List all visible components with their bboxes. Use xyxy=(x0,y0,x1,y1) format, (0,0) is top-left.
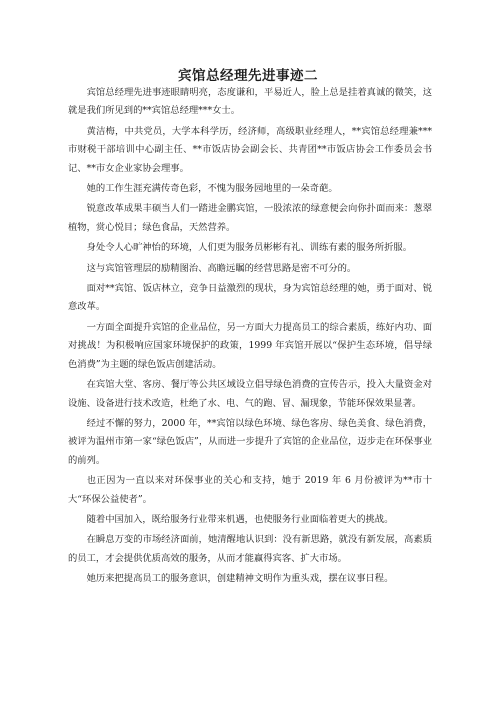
paragraph-14: 她历来把提高员工的服务意识，创建精神文明作为重头戏，摆在议事日程。 xyxy=(86,573,394,585)
paragraph-10: 经过不懈的努力，2000 年，**宾馆以绿色环境、绿色客房、绿色美食、绿色消费，被评为温州市第一家“绿色饭店”，从而进一步提升了宾馆的企业品位，迈步走在环保事业的前列。 xyxy=(68,417,432,466)
paragraph-13: 在瞬息万变的市场经济面前，她清醒地认识到：没有新思路，就没有新发展，高素质的员工，才会提供优质高效的服务，从而才能赢得宾客、扩大市场。 xyxy=(68,534,432,564)
document-title: 宾馆总经理先进事迹二 xyxy=(178,68,318,84)
paragraph-3: 她的工作生涯充满传奇色彩，不愧为服务园地里的一朵奇葩。 xyxy=(86,183,338,195)
paragraph-11: 也正因为一直以来对环保事业的关心和支持，她于 2019 年 6 月份被评为**市十大“环保公益使者”。 xyxy=(68,475,432,505)
paragraph-7: 面对**宾馆、饭店林立，竞争日益激烈的现状，身为宾馆总经理的她，勇于面对、锐意改革。 xyxy=(68,283,432,313)
paragraph-6: 这与宾馆管理层的励精图治、高瞻远瞩的经营思路是密不可分的。 xyxy=(86,262,357,274)
paragraph-2: 黄洁梅，中共党员，大学本科学历，经济师，高级职业经理人，**宾馆总经理兼***市财税干部培训中心副主任、**市饭店协会副会长、共青团**市饭店协会工作委员会书记、**市女企业家协会理事。 xyxy=(68,125,432,174)
paragraph-12: 随着中国加入，既给服务行业带来机遇，也使服务行业面临着更大的挑战。 xyxy=(86,513,394,525)
paragraph-8: 一方面全面提升宾馆的企业品位，另一方面大力提高员工的综合素质，练好内功、面对挑战！为积极响应国家环境保护的政策，1999 年宾馆开展以“保护生态环境，倡导绿色消费”为主题的绿色饭店创建活动。 xyxy=(68,321,432,370)
document-body xyxy=(68,84,432,591)
paragraph-1: 宾馆总经理先进事迹眼睛明亮，态度谦和，平易近人，脸上总是挂着真诚的微笑，这就是我们所见到的**宾馆总经理***女士。 xyxy=(68,87,432,117)
paragraph-4: 锐意改革成果丰硕当人们一踏进金鹏宾馆，一股浓浓的绿意便会向你扑面而来：葱翠植物，赏心悦目；绿色食品，天然营养。 xyxy=(68,203,432,233)
paragraph-5: 身处令人心旷神怡的环境，人们更为服务员彬彬有礼、训练有素的服务所折服。 xyxy=(86,242,412,254)
paragraph-9: 在宾馆大堂、客房、餐厅等公共区域设立倡导绿色消费的宣传告示，投入大量资金对设施、设备进行技术改造，杜绝了水、电、气的跑、冒、漏现象，节能环保效果显著。 xyxy=(68,379,432,409)
